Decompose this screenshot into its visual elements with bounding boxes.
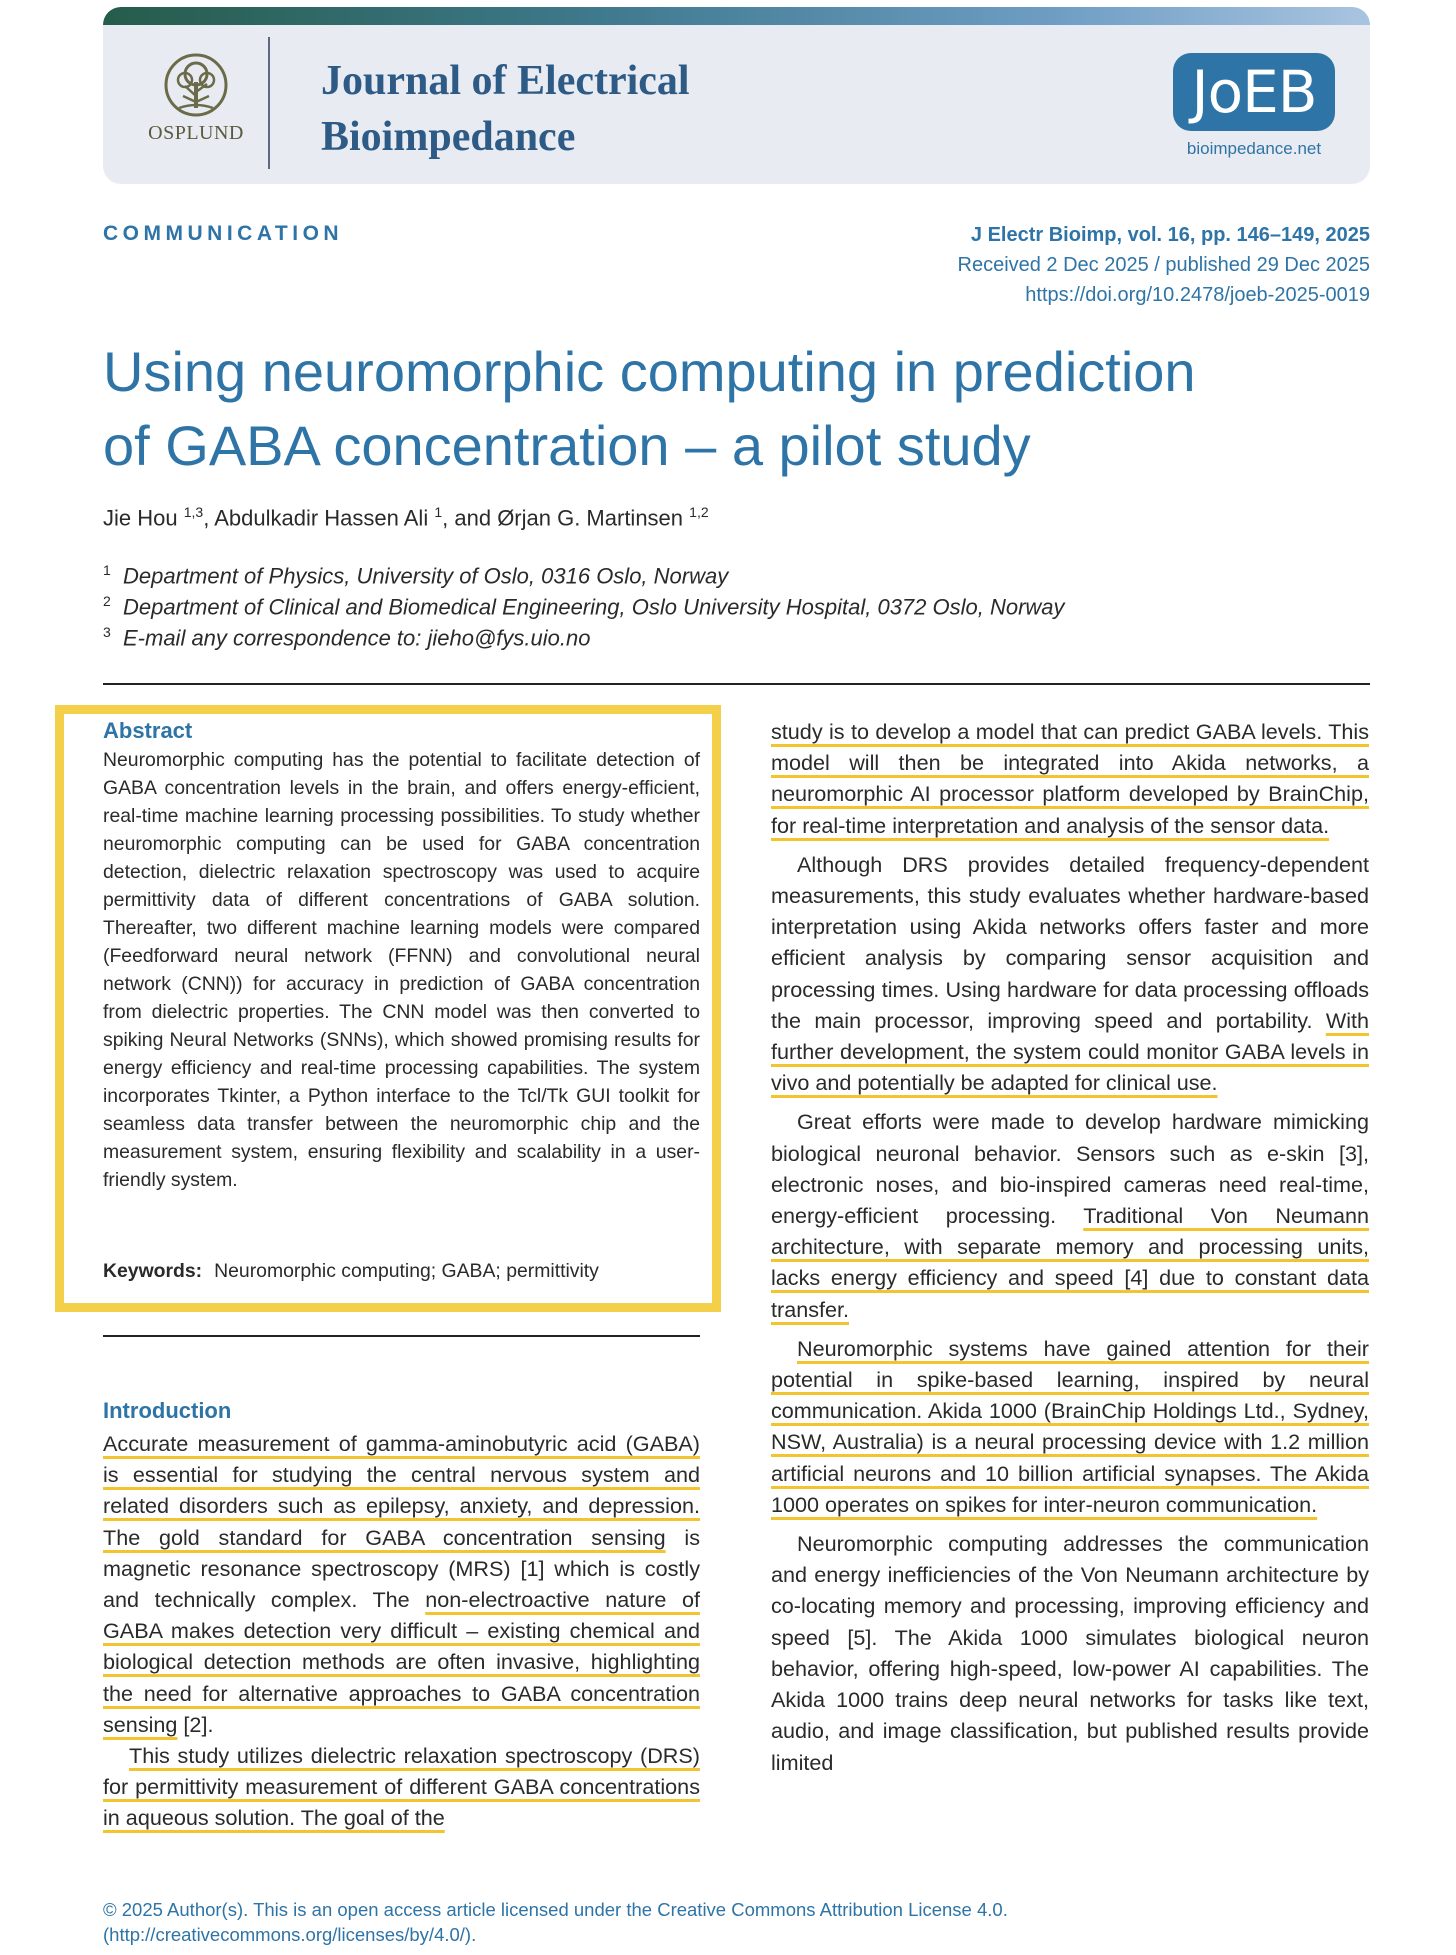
abstract-rule bbox=[103, 1335, 700, 1337]
introduction-heading: Introduction bbox=[103, 1398, 232, 1423]
affiliation-number: 3 bbox=[103, 624, 111, 640]
left-column bbox=[103, 1428, 700, 1834]
header-divider bbox=[268, 37, 270, 169]
journal-name-line1: Journal of Electrical bbox=[321, 58, 690, 104]
keywords-label: Keywords: bbox=[103, 1260, 203, 1282]
journal-website[interactable]: bioimpedance.net bbox=[1186, 139, 1322, 158]
publisher-name: OSPLUND bbox=[148, 122, 244, 144]
affiliation bbox=[103, 562, 728, 589]
paragraph-text: [2]. bbox=[177, 1711, 214, 1737]
article-title-line1: Using neuromorphic computing in prediction bbox=[103, 340, 1196, 403]
citation: J Electr Bioimp, vol. 16, pp. 146–149, 2025 bbox=[970, 224, 1370, 246]
license-text: © 2025 Author(s). This is an open access article licensed under the Creative Commons Attribution License 4.0. bbox=[103, 1899, 1008, 1920]
paragraph-text: Neuromorphic computing addresses the communication and energy inefficiencies of the Von Neumann architecture by co-locating memory and processing, improving efficiency and speed [5]. The Akida 1000 simulates biological neuron behavior, offering high-speed, low-power AI capabilities. The Akida 1000 trains deep neural networks for tasks like text, audio, and image classification, but published results provide limited bbox=[771, 1531, 1369, 1775]
journal-name-line2: Bioimpedance bbox=[321, 114, 576, 160]
abstract-text: Neuromorphic computing has the potential to facilitate detection of GABA concentration levels in the brain, and offers energy-efficient, real-time machine learning processing possibilities. To study whether neuromorphic computing can be used for GABA concentration detection, dielectric relaxation spectroscopy was used to acquire permittivity data of different concentrations of GABA solution. Thereafter, two different machine learning models were compared (Feedforward neural network (FFNN) and convolutional neural network (CNN)) for accuracy in prediction of GABA concentration from dielectric properties. The CNN model was then converted to spiking Neural Networks (SNNs), which showed promising results for energy efficiency and real-time processing capabilities. The system incorporates Tkinter, a Python interface to the Tcl/Tk GUI toolkit for seamless data transfer between the neuromorphic chip and the measurement system, ensuring flexibility and scalability in a user-friendly system. bbox=[103, 749, 700, 1191]
keywords-list: Neuromorphic computing; GABA; permittivity bbox=[214, 1260, 599, 1282]
header-gradient-stripe bbox=[103, 7, 1370, 25]
paragraph-text: is magnetic resonance spectroscopy (MRS) [1] which is costly and technically complex. The bbox=[103, 1524, 700, 1613]
affiliation-number: 1 bbox=[103, 562, 111, 578]
paragraph bbox=[771, 1333, 1369, 1520]
article-type: COMMUNICATION bbox=[103, 222, 344, 245]
affiliation bbox=[103, 593, 1065, 620]
author-name: Jie Hou bbox=[103, 505, 178, 531]
right-column bbox=[771, 716, 1369, 1778]
license-footer bbox=[103, 1897, 1008, 1947]
author-affiliation: 1,2 bbox=[689, 504, 709, 520]
affiliation-text: E-mail any correspondence to: jieho@fys.uio.no bbox=[123, 625, 591, 651]
highlighted-text: study is to develop a model that can predict GABA levels. This model will then be integrated into Akida networks, a neuromorphic AI processor platform developed by BrainChip, for real-time interpretation and analysis of the sensor data. bbox=[771, 719, 1369, 838]
highlighted-text: Accurate measurement of gamma-aminobutyric acid (GABA) is essential for studying the central nervous system and related disorders such as epilepsy, anxiety, and depression. The gold standard for GABA concentration sensing bbox=[103, 1431, 700, 1550]
paragraph bbox=[771, 1528, 1369, 1778]
author-separator: , bbox=[203, 505, 215, 531]
affiliation-number: 2 bbox=[103, 593, 111, 609]
article-title bbox=[103, 335, 1303, 483]
article-meta bbox=[958, 220, 1371, 310]
paragraph bbox=[771, 716, 1369, 841]
author-affiliation: 1 bbox=[434, 504, 443, 520]
publisher-logo bbox=[131, 52, 261, 145]
highlighted-text: non-electroactive nature of GABA makes detection very difficult – existing chemical and biological detection methods are often invasive, highlighting the need for alternative approaches to GABA concentration sensing bbox=[103, 1587, 700, 1737]
affiliation-text: Department of Clinical and Biomedical Engineering, Oslo University Hospital, 0372 Oslo, Norway bbox=[123, 594, 1065, 620]
author-separator: , and bbox=[442, 505, 498, 531]
paragraph bbox=[103, 1740, 700, 1834]
highlighted-text: Neuromorphic systems have gained attention for their potential in spike-based learning, inspired by neural communication. Akida 1000 (BrainChip Holdings Ltd., Sydney, NSW, Australia) is a neural processing device with 1.2 million artificial neurons and 10 billion artificial synapses. The Akida 1000 operates on spikes for inter-neuron communication. bbox=[771, 1335, 1369, 1517]
header-rule bbox=[103, 683, 1370, 685]
article-dates: Received 2 Dec 2025 / published 29 Dec 2025 bbox=[957, 254, 1370, 276]
highlighted-text: With further development, the system could monitor GABA levels in vivo and potentially be adapted for clinical use. bbox=[771, 1007, 1369, 1096]
license-link[interactable]: (http://creativecommons.org/licenses/by/4.0/). bbox=[103, 1924, 477, 1945]
author-name: Ørjan G. Martinsen bbox=[497, 505, 684, 531]
joeb-logo: JoEB bbox=[1173, 53, 1335, 131]
paragraph-text: Although DRS provides detailed frequency-dependent measurements, this study evaluates whether hardware-based interpretation using Akida networks offers faster and more efficient analysis by comparing sensor acquisition and processing times. Using hardware for data processing offloads the main processor, improving speed and portability. bbox=[771, 851, 1369, 1033]
tree-icon bbox=[163, 52, 229, 118]
paragraph bbox=[771, 849, 1369, 1099]
paragraph-text: Great efforts were made to develop hardware mimicking biological neuronal behavior. Sensors such as e-skin [3], electronic noses, and bio-inspired cameras need real-time, energy-efficient processing. bbox=[771, 1109, 1369, 1229]
author-affiliation: 1,3 bbox=[183, 504, 204, 520]
journal-name bbox=[321, 53, 690, 165]
article-title-line2: of GABA concentration – a pilot study bbox=[103, 414, 1031, 477]
doi-link[interactable]: https://doi.org/10.2478/joeb-2025-0019 bbox=[1025, 284, 1370, 306]
author-name: Abdulkadir Hassen Ali bbox=[214, 505, 429, 531]
highlighted-text: This study utilizes dielectric relaxation spectroscopy (DRS) for permittivity measurement of different GABA concentrations in aqueous solution. The goal of the bbox=[103, 1743, 700, 1831]
affiliation bbox=[103, 624, 590, 651]
highlighted-text: Traditional Von Neumann architecture, with separate memory and processing units, lacks energy efficiency and speed [4] due to constant data transfer. bbox=[771, 1203, 1369, 1322]
journal-header bbox=[103, 7, 1370, 184]
keywords bbox=[103, 1260, 599, 1283]
author-list bbox=[103, 504, 709, 531]
affiliation-text: Department of Physics, University of Oslo, 0316 Oslo, Norway bbox=[123, 563, 729, 589]
paragraph bbox=[103, 1428, 700, 1740]
paragraph bbox=[771, 1106, 1369, 1324]
abstract-heading: Abstract bbox=[103, 718, 193, 743]
